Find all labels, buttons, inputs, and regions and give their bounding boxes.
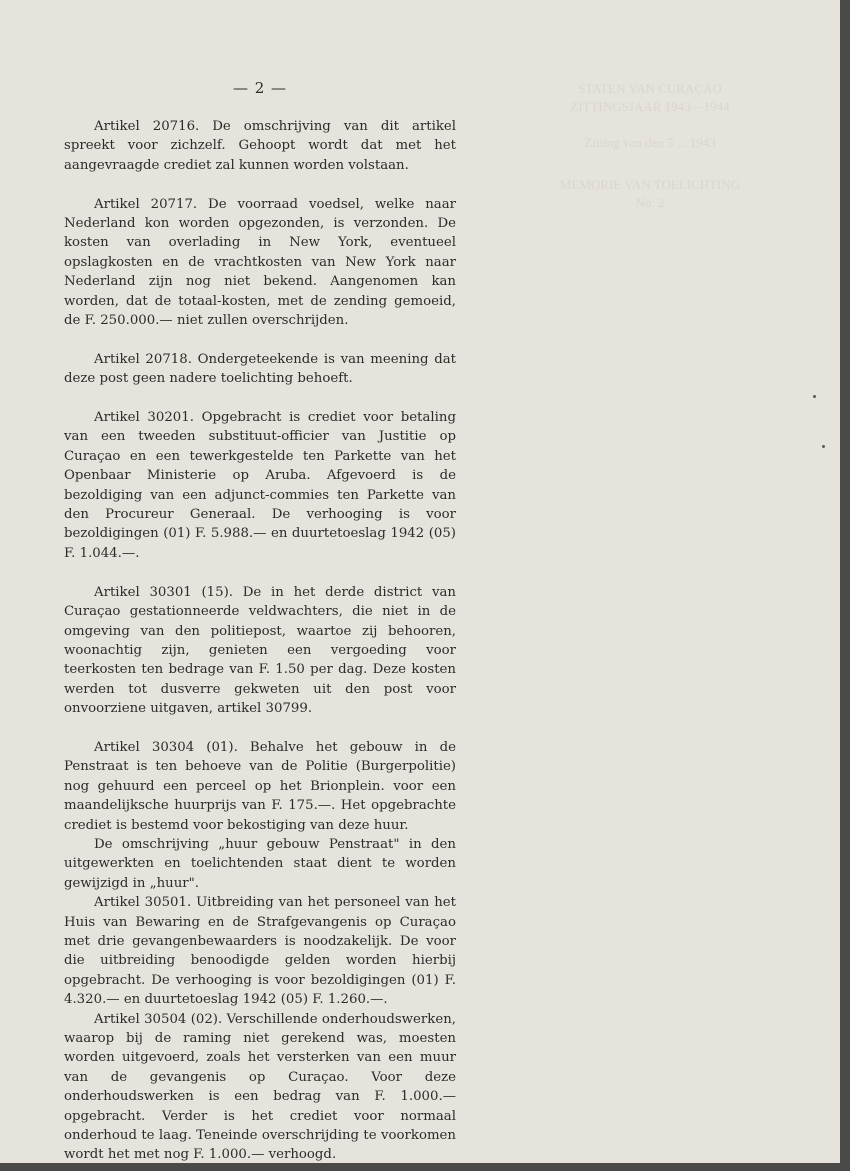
bleed-through-text: STATEN VAN CURAÇAO ZITTINGSJAAR 1943—1944 Zitting van den 5 ... 1943 xyxy=(570,81,730,150)
paragraph-artikel-20717: Artikel 20717. De voorraad voedsel, welke naar Nederland kon worden opgezonden, is verzonden. De kosten van overlading in New York, eventueel opslagkosten en de vrachtkosten van New York naar Nederland zijn nog niet bekend. Aangenomen kan worden, dat de totaal-kosten, met de zending gemoeid, de F. 250.000.— niet zullen overschrijden. xyxy=(64,196,456,329)
paper-speck xyxy=(813,395,816,398)
page-number: — 2 — xyxy=(232,79,288,97)
paragraph-artikel-30504: Artikel 30504 (02). Verschillende onderhoudswerken, waarop bij de raming niet gerekend was, moesten worden uitgevoerd, zoals het versterken van een muur van de gevangenis op Curaçao. Voor deze onderhoudswerken is een bedrag van F. 1.000.— opgebracht. Verder is het crediet voor normaal onderhoud te laag. Teneinde overschrijding te voorkomen wordt het met nog F. 1.000.— verhoogd. xyxy=(64,1011,456,1163)
paragraph-artikel-30201: Artikel 30201. Opgebracht is crediet voor betaling van een tweeden substituut-officier van Justitie op Curaçao en een tewerkgestelde ten Parkette van het Openbaar Ministerie op Aruba. Afgevoerd is de bezoldiging van een adjunct-commies ten Parkette van den Procureur Generaal. De verhooging is voor bezoldigingen (01) F. 5.988.— en duurtetoeslag 1942 (05) F. 1.044.—. xyxy=(64,410,456,561)
paragraph-artikel-30304: Artikel 30304 (01). Behalve het gebouw in de Penstraat is ten behoeve van de Politie (Burgerpolitie) nog gehuurd een perceel op het Brionplein. voor een maandelijksche huurprijs van F. 175.—. Het opgebrachte crediet is bestemd voor bekostiging van deze huur. xyxy=(64,739,456,833)
paragraph-artikel-30304-continued: De omschrijving „huur gebouw Penstraat" in den uitgewerkten en toelichtenden staat dient te worden gewijzigd in „huur". xyxy=(64,836,456,891)
paragraph-artikel-30301: Artikel 30301 (15). De in het derde district van Curaçao gestationneerde veldwachters, die niet in de omgeving van den politiepost, waartoe zij behooren, woonachtig zijn, genieten een vergoeding voor teerkosten ten bedrage van F. 1.50 per dag. Deze kosten werden tot dusverre gekweten uit den post voor onvoorziene uitgaven, artikel 30799. xyxy=(64,584,456,717)
paper-speck xyxy=(822,445,825,448)
bleed-through-text: MEMORIE VAN TOELICHTING No. 2 xyxy=(559,177,741,210)
paragraph-artikel-30501: Artikel 30501. Uitbreiding van het personeel van het Huis van Bewaring en de Strafgevangenis op Curaçao met drie gevangenbewaarders is noodzakelijk. De voor die uitbreiding benoodigde gelden worden hierbij opgebracht. De verhooging is voor bezoldigingen (01) F. 4.320.— en duurtetoeslag 1942 (05) F. 1.260.—. xyxy=(64,895,456,1008)
body-text xyxy=(64,117,456,1163)
paragraph-artikel-20718: Artikel 20718. Ondergeteekende is van meening dat deze post geen nadere toelichting behoeft. xyxy=(64,351,456,387)
paragraph-artikel-20716: Artikel 20716. De omschrijving van dit artikel spreekt voor zichzelf. Gehoopt wordt dat met het aangevraagde crediet zal kunnen worden volstaan. xyxy=(64,119,456,173)
